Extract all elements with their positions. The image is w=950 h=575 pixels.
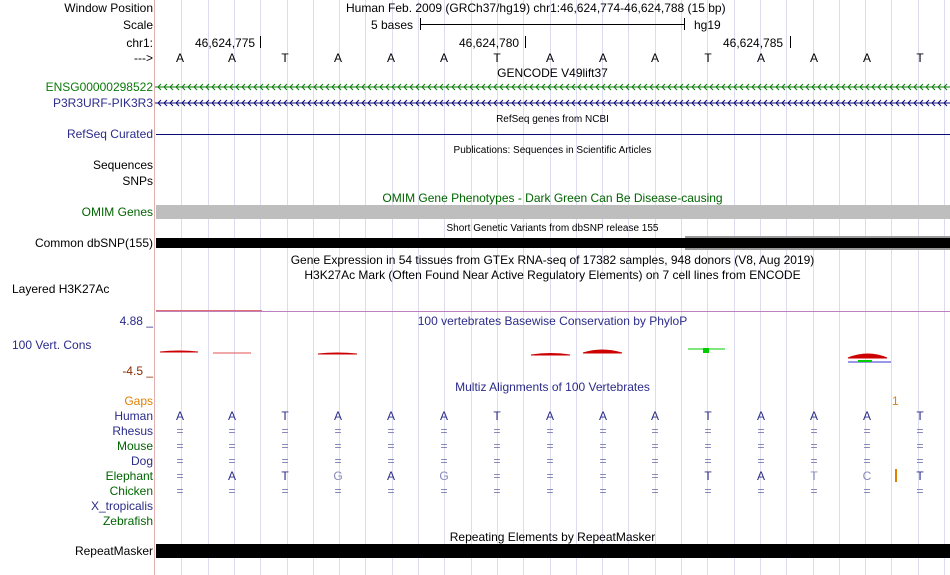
coord-tick-2: 46,624,780 (459, 36, 520, 50)
species-label-chicken[interactable]: Chicken (109, 484, 153, 498)
alignment-base: A (545, 409, 554, 423)
alignment-base: = (176, 439, 184, 453)
alignment-base: = (228, 484, 236, 498)
h3k27ac-signal-line[interactable] (156, 311, 950, 312)
alignment-base: A (227, 409, 236, 423)
reference-base: A (809, 51, 818, 65)
alignment-base: A (175, 409, 184, 423)
alignment-base: = (916, 439, 924, 453)
reference-base: T (916, 51, 924, 65)
multiz-track-title: Multiz Alignments of 100 Vertebrates (455, 380, 650, 394)
alignment-base: A (333, 409, 342, 423)
alignment-base: = (387, 454, 395, 468)
repeatmasker-track-label[interactable]: RepeatMasker (74, 544, 153, 558)
alignment-base: = (546, 439, 554, 453)
cons-max-label: 4.88 _ (119, 314, 153, 328)
chrom-label: chr1: (126, 36, 153, 50)
coord-tick-mark-2 (525, 36, 526, 48)
species-label-zebrafish[interactable]: Zebrafish (102, 514, 153, 528)
alignment-base: = (599, 454, 607, 468)
alignment-base: = (334, 424, 342, 438)
alignment-base: A (386, 409, 395, 423)
refseq-track-title: RefSeq genes from NCBI (496, 114, 609, 125)
refseq-track-label[interactable]: RefSeq Curated (66, 127, 153, 141)
alignment-base: A (439, 409, 448, 423)
species-label-elephant[interactable]: Elephant (105, 469, 153, 483)
gencode-gene-2-feature[interactable] (155, 97, 950, 109)
alignment-base: = (176, 424, 184, 438)
alignment-base: = (757, 484, 765, 498)
alignment-base: G (439, 469, 449, 483)
alignment-base: = (704, 424, 712, 438)
alignment-base: T (916, 409, 924, 423)
window-position-value: Human Feb. 2009 (GRCh37/hg19) chr1:46,624,774-46,624,788 (15 bp) (346, 1, 726, 15)
alignment-base: = (704, 439, 712, 453)
reference-base: A (756, 51, 765, 65)
alignment-base: = (440, 484, 448, 498)
alignment-base: G (333, 469, 343, 483)
alignment-base: = (599, 439, 607, 453)
alignment-base: = (281, 484, 289, 498)
gencode-track-title: GENCODE V49lift37 (497, 66, 608, 80)
reference-base: T (281, 51, 289, 65)
h3k27ac-signal-peak[interactable] (156, 310, 262, 311)
reference-base: A (862, 51, 871, 65)
h3k27ac-track-label[interactable]: Layered H3K27Ac (12, 282, 110, 296)
alignment-base: = (493, 484, 501, 498)
gtex-track-title: Gene Expression in 54 tissues from GTEx RNA-seq of 17382 samples, 948 donors (V8, Aug 2019) (290, 253, 815, 267)
alignment-base: = (757, 424, 765, 438)
window-position-label: Window Position (64, 1, 153, 15)
h3k27ac-track-title: H3K27Ac Mark (Often Found Near Active Regulatory Elements) on 7 cell lines from ENCODE (304, 268, 801, 282)
alignment-base: = (651, 439, 659, 453)
cons-track-title: 100 vertebrates Basewise Conservation by PhyloP (417, 314, 688, 328)
gencode-gene-1-label[interactable]: ENSG00000298522 (45, 80, 153, 94)
species-label-human[interactable]: Human (114, 409, 153, 423)
alignment-base: = (493, 424, 501, 438)
reference-base: A (650, 51, 659, 65)
reference-base: A (386, 51, 395, 65)
alignment-base: = (863, 439, 871, 453)
alignment-base: = (281, 454, 289, 468)
alignment-base: = (387, 424, 395, 438)
alignment-base: = (757, 439, 765, 453)
dbsnp-feature-bar[interactable] (156, 238, 950, 248)
reference-base: T (493, 51, 501, 65)
alignment-base: = (281, 424, 289, 438)
alignment-base: = (334, 454, 342, 468)
alignment-base: T (916, 469, 924, 483)
refseq-gene-line[interactable] (156, 134, 950, 135)
alignment-base: = (810, 439, 818, 453)
species-label-x_tropicalis[interactable]: X_tropicalis (90, 499, 153, 513)
alignment-base: = (228, 439, 236, 453)
publications-track-title: Publications: Sequences in Scientific Articles (453, 145, 652, 156)
alignment-base: A (809, 409, 818, 423)
omim-track-title: OMIM Gene Phenotypes - Dark Green Can Be Disease-causing (382, 191, 723, 205)
scale-text: 5 bases (371, 18, 414, 32)
cons-min-label: -4.5 _ (122, 364, 153, 378)
alignment-base: = (546, 469, 554, 483)
alignment-base: T (810, 469, 818, 483)
alignment-base: = (651, 484, 659, 498)
reference-base: A (175, 51, 184, 65)
alignment-base: = (281, 439, 289, 453)
gencode-gene-2-label[interactable]: P3R3URF-PIK3R3 (52, 96, 153, 110)
reference-base: T (704, 51, 712, 65)
alignment-base: = (916, 484, 924, 498)
alignment-base: = (228, 454, 236, 468)
alignment-base: = (704, 484, 712, 498)
coord-tick-mark-3 (790, 36, 791, 48)
species-label-rhesus[interactable]: Rhesus (112, 424, 153, 438)
alignment-base: = (651, 424, 659, 438)
alignment-base: = (599, 484, 607, 498)
alignment-base: = (176, 454, 184, 468)
alignment-base: = (334, 484, 342, 498)
gencode-gene-1-feature[interactable] (155, 81, 950, 93)
alignment-base: = (810, 454, 818, 468)
alignment-base: = (493, 454, 501, 468)
alignment-base: = (863, 484, 871, 498)
alignment-base: A (386, 469, 395, 483)
species-label-dog[interactable]: Dog (130, 454, 153, 468)
alignment-base: C (862, 469, 872, 483)
alignment-base: = (863, 424, 871, 438)
alignment-base: A (598, 409, 607, 423)
alignment-base: A (756, 409, 765, 423)
scale-label: Scale (122, 18, 153, 32)
alignment-base: T (281, 409, 289, 423)
alignment-base: = (440, 439, 448, 453)
species-label-mouse[interactable]: Mouse (116, 439, 153, 453)
repeatmasker-track-title: Repeating Elements by RepeatMasker (449, 530, 656, 544)
coord-tick-mark-1 (260, 36, 261, 48)
cons-track-label[interactable]: 100 Vert. Cons (12, 338, 92, 352)
gaps-value: 1 (892, 394, 899, 408)
alignment-base: = (228, 424, 236, 438)
alignment-base: = (546, 454, 554, 468)
alignment-base: = (757, 454, 765, 468)
alignment-base: A (227, 469, 236, 483)
dbsnp-track-title: Short Genetic Variants from dbSNP release 155 (446, 223, 659, 234)
alignment-base: = (440, 424, 448, 438)
alignment-base: = (493, 469, 501, 483)
alignment-base: = (651, 469, 659, 483)
alignment-base: = (599, 469, 607, 483)
reference-base: A (333, 51, 342, 65)
alignment-base: A (650, 409, 659, 423)
alignment-base: = (176, 469, 184, 483)
alignment-base: = (387, 484, 395, 498)
coord-tick-3: 46,624,785 (723, 36, 784, 50)
alignment-base: = (176, 484, 184, 498)
cons-wiggle-plot[interactable] (155, 340, 950, 370)
sequences-track-label[interactable]: Sequences (92, 158, 153, 172)
reference-base: A (545, 51, 554, 65)
dbsnp-track-label[interactable]: Common dbSNP(155) (34, 236, 153, 250)
alignment-base: = (651, 454, 659, 468)
alignment-base: = (810, 424, 818, 438)
alignment-base: = (916, 454, 924, 468)
alignment-base: = (546, 424, 554, 438)
snps-track-label[interactable]: SNPs (122, 174, 153, 188)
gaps-label[interactable]: Gaps (124, 394, 153, 408)
alignment-base: = (599, 424, 607, 438)
alignment-base: = (863, 454, 871, 468)
reference-base: A (439, 51, 448, 65)
alignment-base: T (493, 409, 501, 423)
alignment-base: = (334, 439, 342, 453)
alignment-base: = (440, 454, 448, 468)
assembly-name: hg19 (694, 18, 721, 32)
reference-base: A (227, 51, 236, 65)
alignment-base: = (704, 454, 712, 468)
strand-label: ---> (134, 51, 153, 65)
reference-base: A (598, 51, 607, 65)
alignment-base: A (756, 469, 765, 483)
alignment-base: = (810, 484, 818, 498)
alignment-base: T (281, 469, 289, 483)
alignment-base: A (862, 409, 871, 423)
alignment-base: = (493, 439, 501, 453)
alignment-base: = (546, 484, 554, 498)
repeatmasker-feature-bar[interactable] (156, 544, 950, 558)
alignment-base: T (704, 409, 712, 423)
coord-tick-1: 46,624,775 (195, 36, 256, 50)
omim-track-label[interactable]: OMIM Genes (81, 205, 153, 219)
omim-feature-bar[interactable] (156, 205, 950, 219)
alignment-base: T (704, 469, 712, 483)
alignment-base: = (916, 424, 924, 438)
elephant-insertion-mark (895, 469, 897, 482)
alignment-base: = (387, 439, 395, 453)
